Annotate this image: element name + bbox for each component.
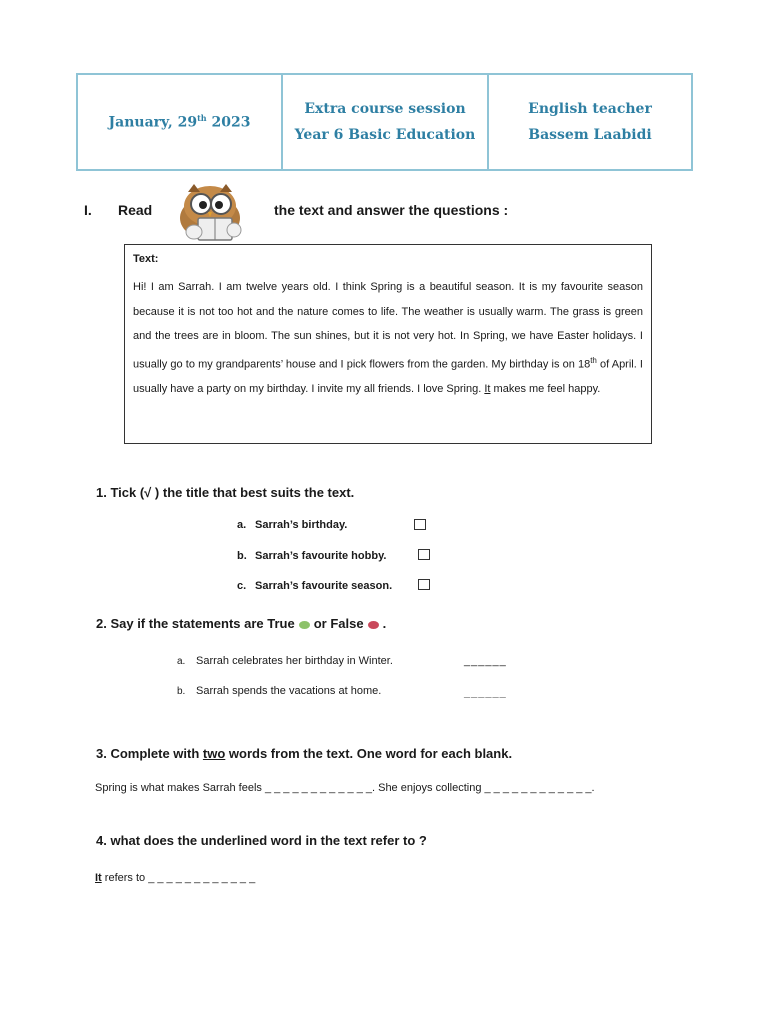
question-3-sentence[interactable]: Spring is what makes Sarrah feels _ _ _ _ _ _ _ _ _ _ _ _. She enjoys collecting _ _ _ _ _ _ _ _ _ _ _ _. <box>95 782 595 794</box>
question-4-title: 4. what does the underlined word in the text refer to ? <box>96 833 427 848</box>
section-instruction: the text and answer the questions : <box>274 202 509 218</box>
underlined-word: It <box>484 382 491 395</box>
question-1-title: 1. Tick (√ ) the title that best suits the text. <box>96 485 355 500</box>
question-4-answer-line[interactable]: It refers to _ _ _ _ _ _ _ _ _ _ _ _ <box>95 872 256 884</box>
header-session: Extra course session <box>304 101 466 117</box>
header-date: January, 29th 2023 <box>108 113 251 131</box>
true-green-icon <box>299 621 310 629</box>
option-a: a. Sarrah’s birthday. <box>237 519 348 531</box>
option-b-checkbox[interactable] <box>418 549 430 560</box>
header-level: Year 6 Basic Education <box>294 127 476 143</box>
header-date-cell <box>78 75 283 169</box>
question-3-title: 3. Complete with two words from the text. One word for each blank. <box>96 746 513 761</box>
header-table <box>76 73 693 171</box>
statement-b: b. Sarrah spends the vacations at home. <box>177 685 382 697</box>
header-teacher-name: Bassem Laabidi <box>528 127 652 143</box>
statement-a: a. Sarrah celebrates her birthday in Winter. <box>177 655 393 667</box>
option-c-checkbox[interactable] <box>418 579 430 590</box>
reading-text: Hi! I am Sarrah. I am twelve years old. I think Spring is a beautiful season. It is my favourite season because it is not too hot and the nature comes to life. The weather is usually warm. The grass is green and the trees are in bloom. The sun shines, but it is not very hot. In Spring, we have Easter holidays. I usually go to my grandparents’ house and I pick flowers from the garden. My birthday is on 18th of April. I usually have a party on my birthday. I invite my all friends. I love Spring. It makes me feel happy. <box>133 281 643 395</box>
text-label: Text: <box>133 253 159 265</box>
false-red-icon <box>368 621 379 629</box>
option-b: b. Sarrah’s favourite hobby. <box>237 550 387 562</box>
statement-a-blank[interactable]: ______ <box>464 655 507 667</box>
header-teacher-cell <box>489 75 691 169</box>
header-session-cell <box>283 75 489 169</box>
section-read: Read <box>118 202 153 218</box>
header-teacher-role: English teacher <box>528 101 652 117</box>
option-c: c. Sarrah’s favourite season. <box>237 580 393 592</box>
statement-b-blank[interactable]: ______ <box>464 687 507 699</box>
question-2-title: 2. Say if the statements are True or False . <box>96 616 387 631</box>
option-a-checkbox[interactable] <box>414 519 426 530</box>
reading-text-box <box>124 244 652 444</box>
section-numeral: I. <box>84 202 92 218</box>
owl-reading-icon <box>172 180 248 244</box>
